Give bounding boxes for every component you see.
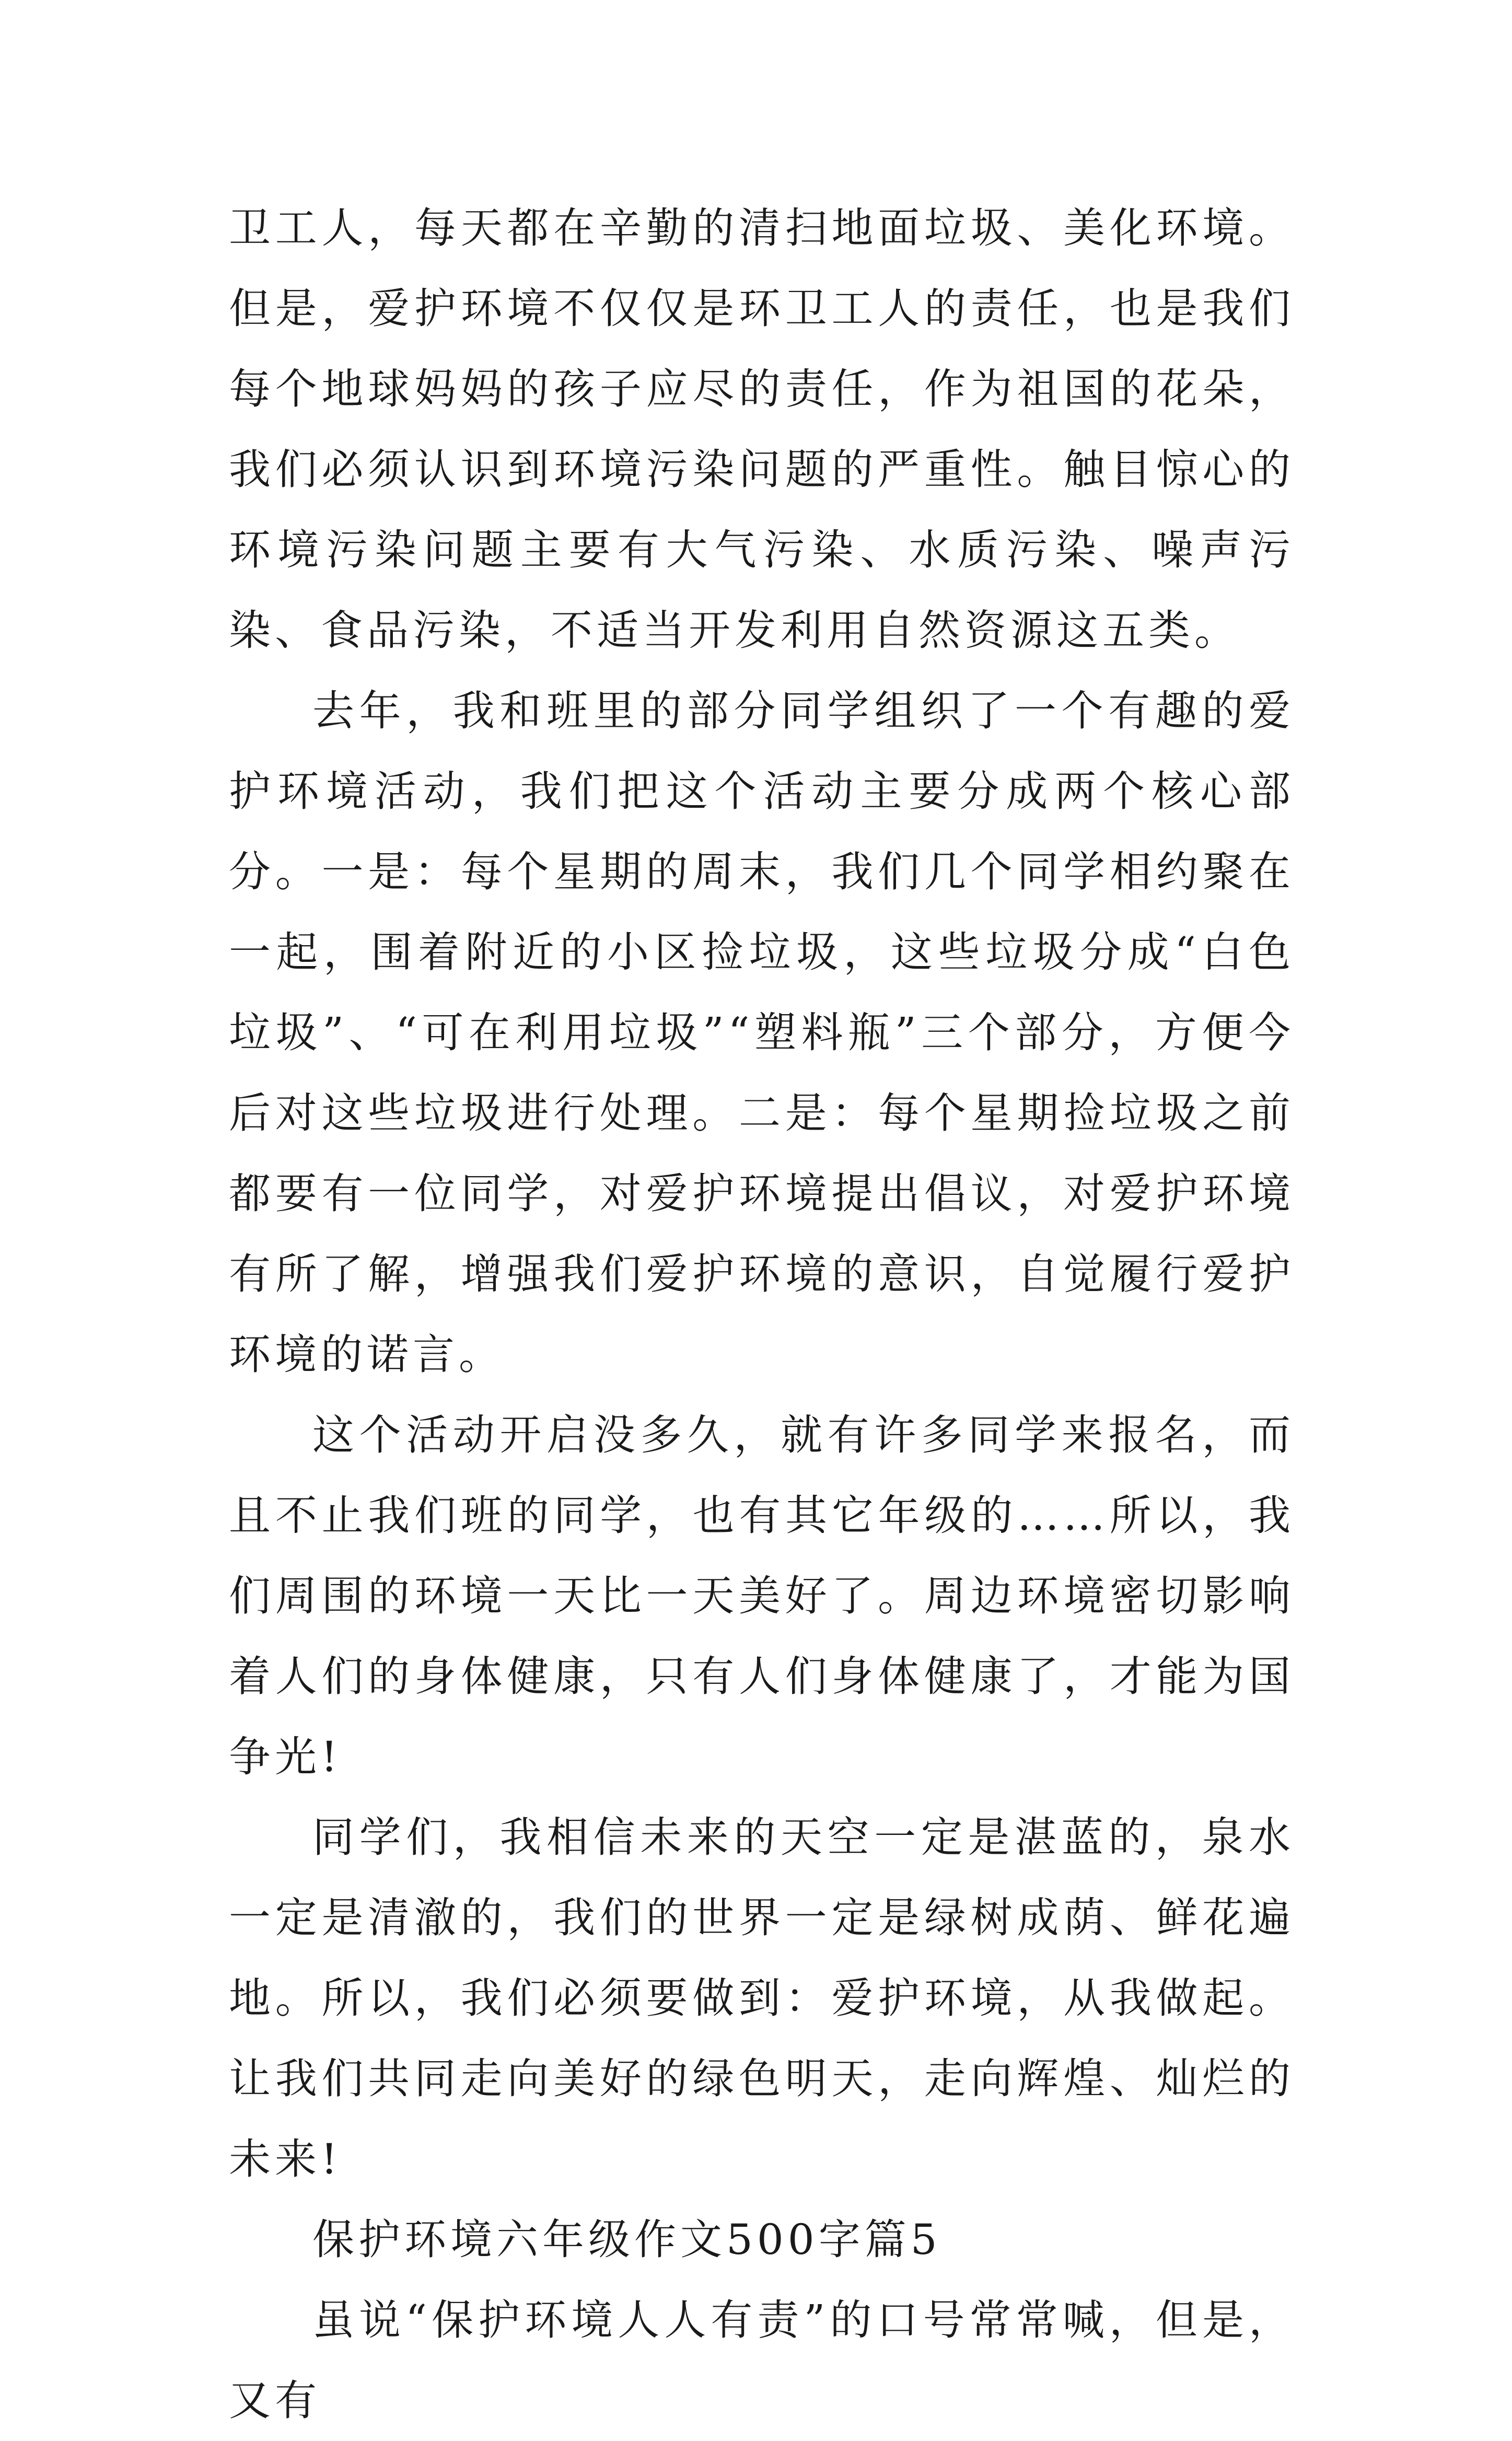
section-heading: 保护环境六年级作文500字篇5 bbox=[312, 2215, 941, 2264]
paragraph-next-essay: 虽说“保护环境人人有责”的口号常常喊，但是，又有 bbox=[229, 2296, 1295, 2425]
paragraph-conclusion: 同学们，我相信未来的天空一定是湛蓝的，泉水一定是清澈的，我们的世界一定是绿树成荫、鲜花遍地。所以，我们必须要做到：爱护环境，从我做起。让我们共同走向美好的绿色明天，走向辉煌、灿烂的未来! bbox=[229, 1813, 1295, 2183]
paragraph-activity: 去年，我和班里的部分同学组织了一个有趣的爱护环境活动，我们把这个活动主要分成两个核心部分。一是：每个星期的周末，我们几个同学相约聚在一起，围着附近的小区捡垃圾，这些垃圾分成“白色垃圾”、“可在利用垃圾”“塑料瓶”三个部分，方便今后对这些垃圾进行处理。二是：每个星期捡垃圾之前都要有一位同学，对爱护环境提出倡议，对爱护环境有所了解，增强我们爱护环境的意识，自觉履行爱护环境的诺言。 bbox=[229, 687, 1295, 1379]
document-body bbox=[229, 188, 1295, 2441]
paragraph-result: 这个活动开启没多久，就有许多同学来报名，而且不止我们班的同学，也有其它年级的……所以，我们周围的环境一天比一天美好了。周边环境密切影响着人们的身体健康，只有人们身体健康了，才能为国争光! bbox=[229, 1411, 1295, 1781]
paragraph-continuation: 卫工人，每天都在辛勤的清扫地面垃圾、美化环境。但是，爱护环境不仅仅是环卫工人的责任，也是我们每个地球妈妈的孩子应尽的责任，作为祖国的花朵，我们必须认识到环境污染问题的严重性。触目惊心的环境污染问题主要有大气污染、水质污染、噪声污染、食品污染，不适当开发利用自然资源这五类。 bbox=[229, 204, 1295, 655]
